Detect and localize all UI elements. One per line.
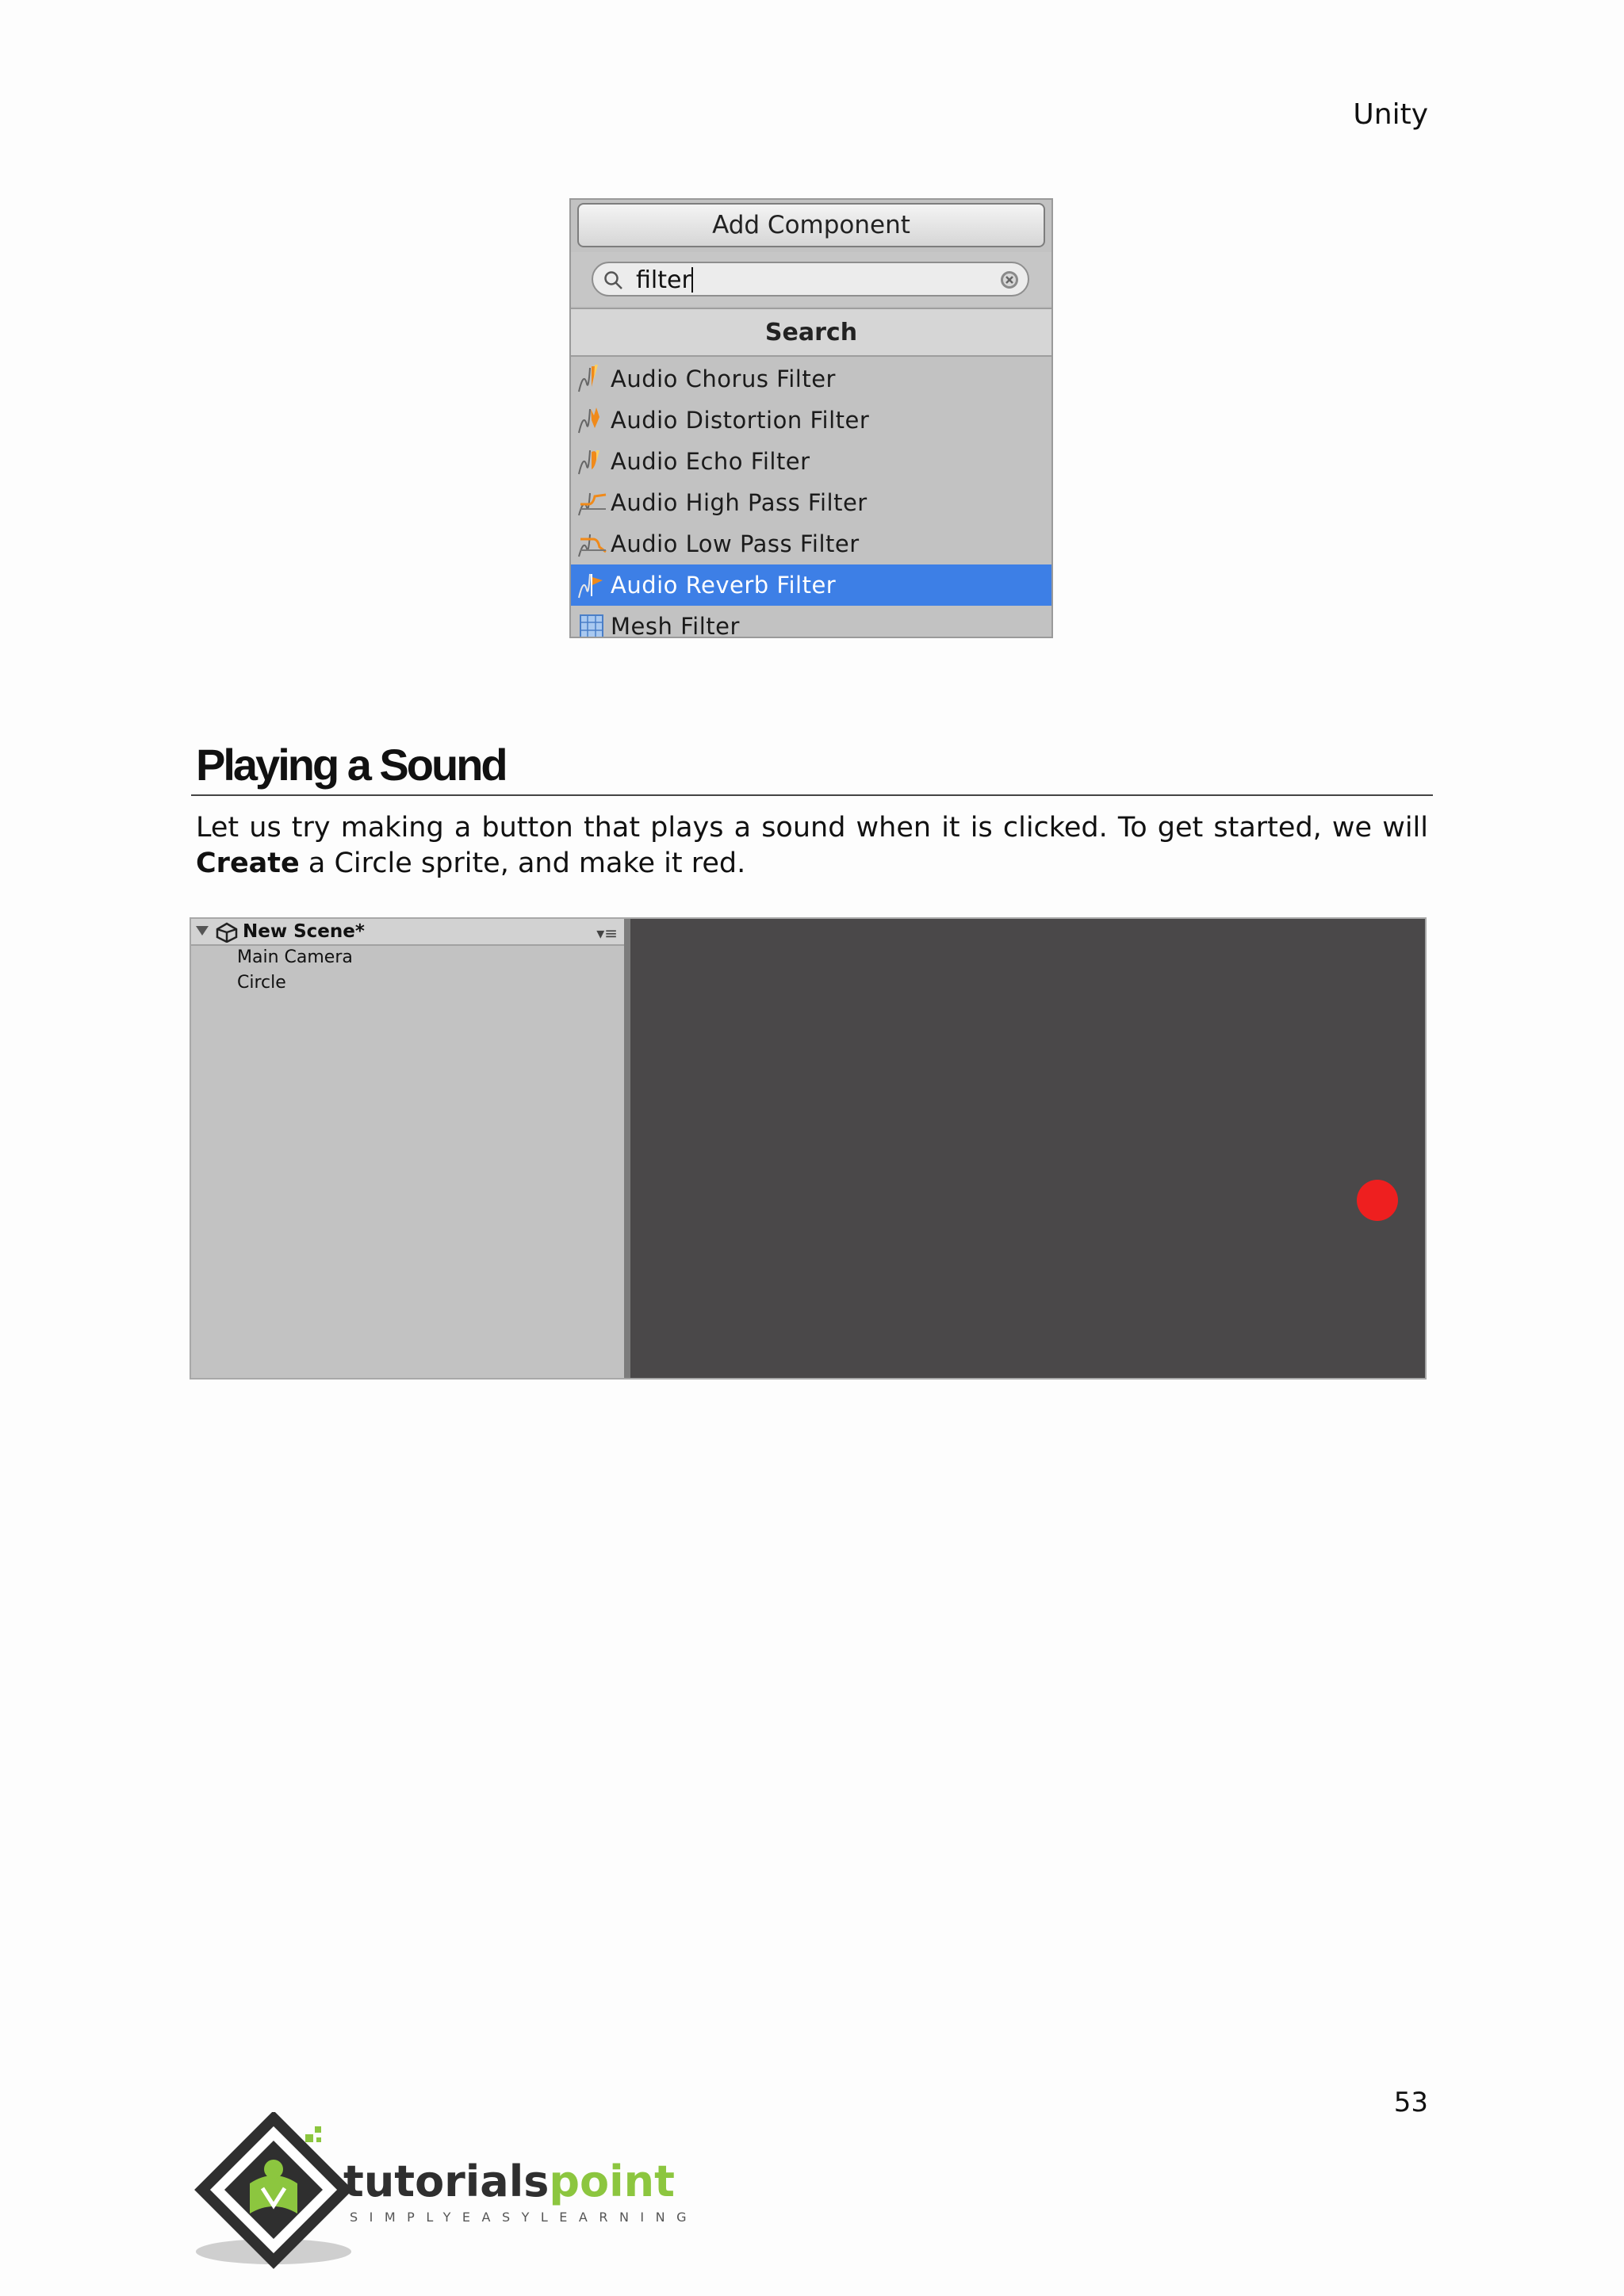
search-section-header: Search <box>571 308 1051 357</box>
component-list <box>571 358 1051 638</box>
list-item-mesh-filter[interactable] <box>571 606 1051 638</box>
hierarchy-item-main-camera[interactable]: Main Camera <box>237 947 353 967</box>
menu-icon[interactable]: ▾≡ <box>596 924 618 943</box>
hierarchy-header <box>191 919 624 946</box>
audio-filter-icon <box>577 363 611 395</box>
svg-text:SIMPLYEASYLEARNING: SIMPLYEASYLEARNING <box>350 2210 699 2225</box>
search-bar <box>571 252 1051 306</box>
list-item-label: Audio High Pass Filter <box>611 489 868 516</box>
clear-icon[interactable] <box>999 270 1020 290</box>
red-circle-sprite[interactable] <box>1357 1180 1398 1221</box>
search-input[interactable] <box>592 262 1029 297</box>
list-item-label: Audio Echo Filter <box>611 448 810 475</box>
search-icon <box>603 270 625 292</box>
scene-view[interactable] <box>630 919 1425 1378</box>
expand-arrow-icon[interactable] <box>196 926 209 936</box>
body-paragraph: Let us try making a button that plays a sound when it is clicked. To get started, we will Create a Circle sprite, and make it red. <box>196 812 1428 879</box>
list-item-audio-high-pass-filter[interactable] <box>571 482 1051 523</box>
unity-scene-screenshot <box>190 917 1427 1380</box>
list-item-audio-distortion-filter[interactable] <box>571 400 1051 441</box>
list-item-label: Audio Low Pass Filter <box>611 530 860 557</box>
unity-logo-icon <box>215 922 239 943</box>
list-item-audio-reverb-filter[interactable] <box>571 564 1051 606</box>
hierarchy-item-circle[interactable]: Circle <box>237 973 286 993</box>
add-component-panel <box>569 198 1053 638</box>
list-item-label: Audio Chorus Filter <box>611 365 836 392</box>
list-item-audio-low-pass-filter[interactable] <box>571 523 1051 564</box>
list-item-label: Audio Distortion Filter <box>611 407 870 434</box>
audio-pass-filter-icon <box>577 487 611 519</box>
heading-rule <box>191 794 1433 796</box>
search-value: filter <box>636 266 691 294</box>
list-item-audio-chorus-filter[interactable] <box>571 358 1051 400</box>
audio-filter-icon <box>577 569 611 601</box>
audio-filter-icon <box>577 446 611 477</box>
list-item-label: Audio Reverb Filter <box>611 572 837 599</box>
panel-divider[interactable] <box>624 919 630 1378</box>
mesh-icon <box>577 610 611 638</box>
hierarchy-panel <box>191 919 624 1378</box>
svg-text:tutorialspoint: tutorialspoint <box>343 2156 675 2206</box>
page-number: 53 <box>1393 2087 1428 2118</box>
audio-filter-icon <box>577 404 611 436</box>
list-item-label: Mesh Filter <box>611 613 740 638</box>
tutorialspoint-logo <box>194 2112 702 2271</box>
bold-create: Create <box>196 848 300 879</box>
add-component-button[interactable]: Add Component <box>577 203 1045 247</box>
running-header: Unity <box>1353 98 1428 131</box>
scene-name: New Scene* <box>243 921 365 942</box>
list-item-audio-echo-filter[interactable] <box>571 441 1051 482</box>
audio-pass-filter-icon <box>577 528 611 560</box>
section-heading: Playing a Sound <box>196 740 506 790</box>
